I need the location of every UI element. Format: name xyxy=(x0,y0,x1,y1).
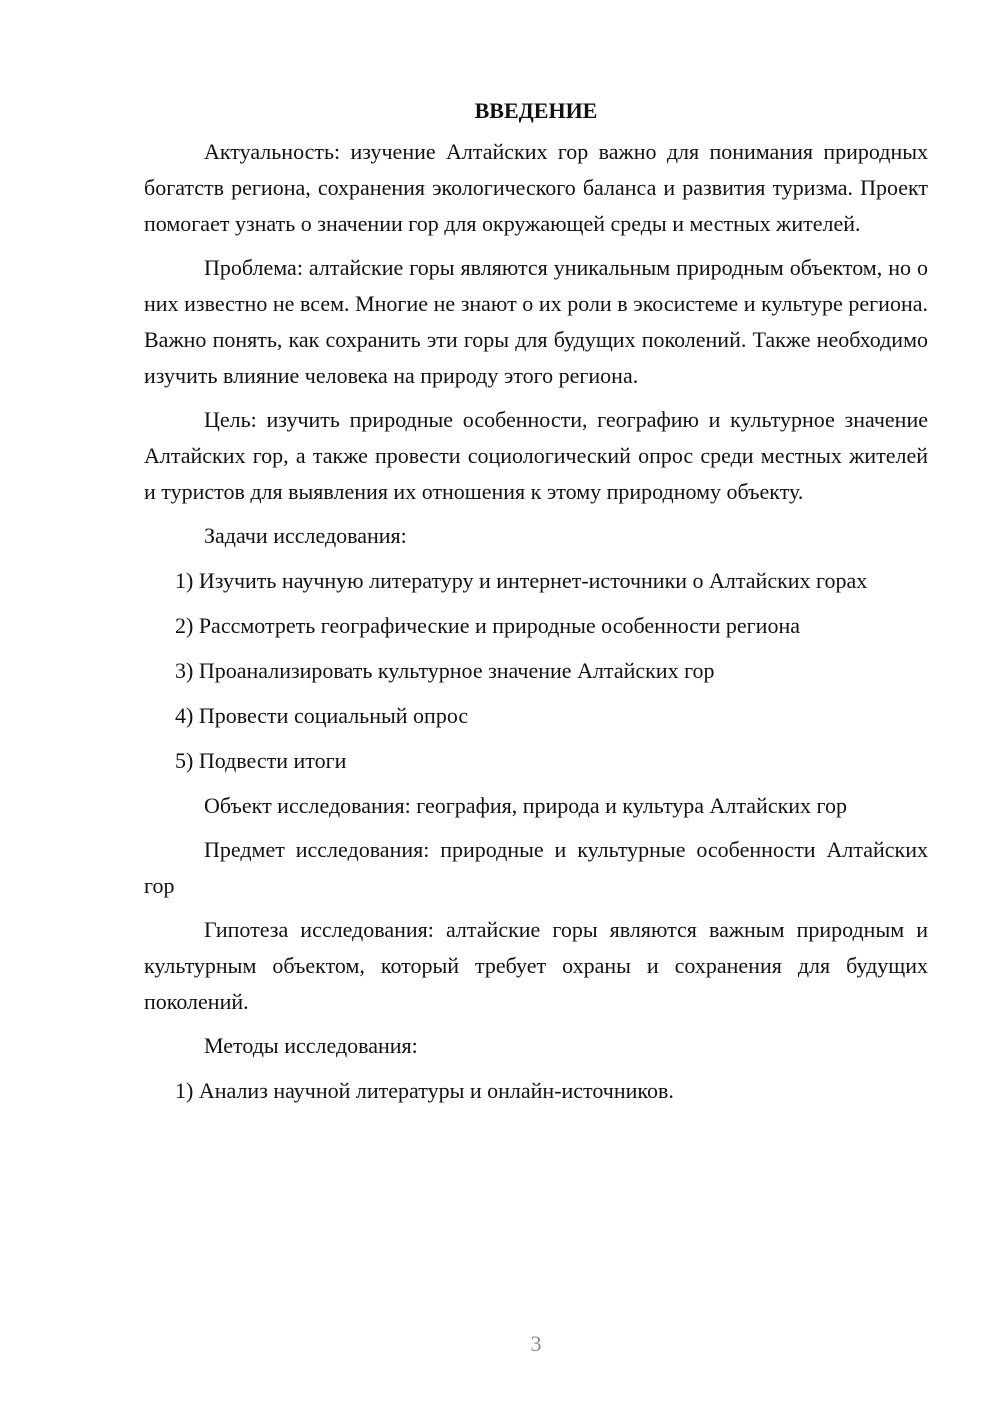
task-item-1: 1) Изучить научную литературу и интернет-источники о Алтайских горах xyxy=(175,568,868,593)
page-number: 3 xyxy=(530,1331,542,1356)
goal-paragraph: Цель: изучить природные особенности, географию и культурное значение Алтайских гор, а также провести социологический опрос среди местных жителей и туристов для выявления их отношения к этому природному объекту. xyxy=(144,407,928,504)
hypothesis-paragraph: Гипотеза исследования: алтайские горы являются важным природным и культурным объектом, который требует охраны и сохранения для будущих поколений. xyxy=(144,917,928,1014)
methods-heading: Методы исследования: xyxy=(204,1033,418,1058)
relevance-paragraph: Актуальность: изучение Алтайских гор важно для понимания природных богатств региона, сохранения экологического баланса и развития туризма. Проект помогает узнать о значении гор для окружающей среды и местных жителей. xyxy=(144,139,928,236)
task-item-3: 3) Проанализировать культурное значение Алтайских гор xyxy=(175,658,715,683)
object-paragraph: Объект исследования: география, природа и культура Алтайских гор xyxy=(204,793,848,818)
subject-paragraph: Предмет исследования: природные и культурные особенности Алтайских гор xyxy=(144,837,928,898)
section-title: ВВЕДЕНИЕ xyxy=(474,98,598,123)
problem-paragraph: Проблема: алтайские горы являются уникальным природным объектом, но о них известно не всем. Многие не знают о их роли в экосистеме и культуре региона. Важно понять, как сохранить эти горы для будущих поколений. Также необходимо изучить влияние человека на природу этого региона. xyxy=(144,255,928,388)
task-item-2: 2) Рассмотреть географические и природные особенности региона xyxy=(175,613,800,638)
page-body xyxy=(144,96,928,1118)
task-item-5: 5) Подвести итоги xyxy=(175,748,347,773)
method-item-1: 1) Анализ научной литературы и онлайн-источников. xyxy=(175,1078,674,1103)
tasks-heading: Задачи исследования: xyxy=(204,523,407,548)
task-item-4: 4) Провести социальный опрос xyxy=(175,703,469,728)
